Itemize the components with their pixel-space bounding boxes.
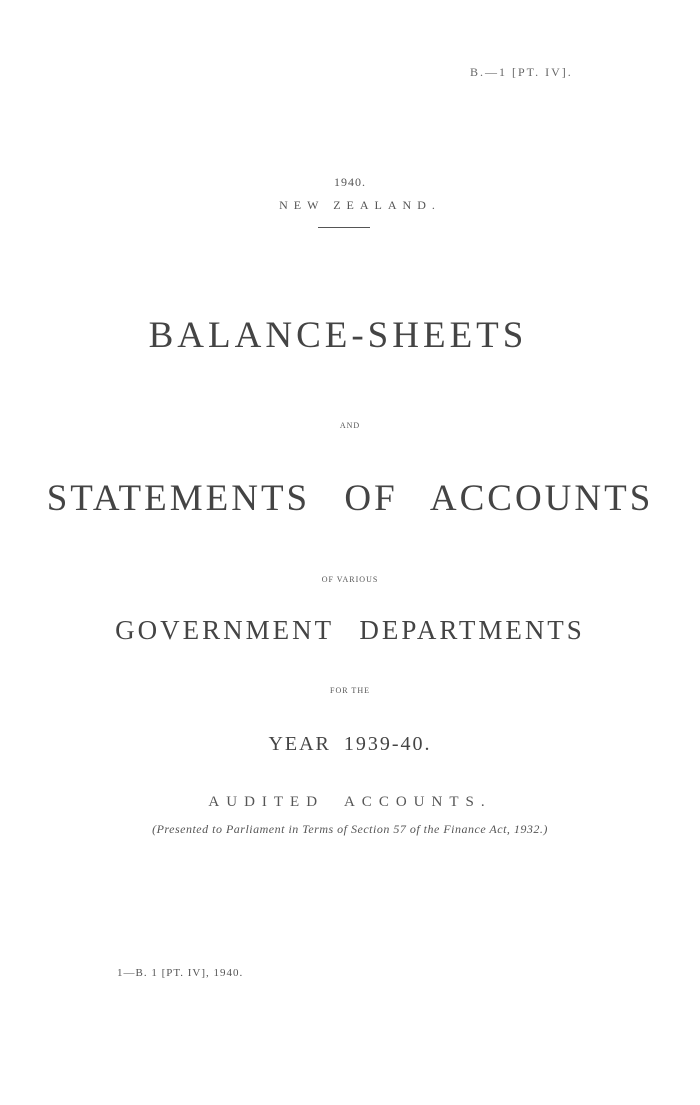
title-line-balance-sheets: BALANCE-SHEETS xyxy=(148,315,528,356)
title-line-year: YEAR 1939-40. xyxy=(268,733,432,755)
title-line-statements: STATEMENTS OF ACCOUNTS xyxy=(46,478,654,519)
title-connector-for-the: FOR THE xyxy=(330,686,370,695)
presented-note: (Presented to Parliament in Terms of Section 57 of the Finance Act, 1932.) xyxy=(152,822,548,836)
title-connector-of-various: OF VARIOUS xyxy=(321,575,379,584)
header-reference: B.—1 [PT. IV]. xyxy=(470,65,573,79)
title-connector-and: AND xyxy=(339,421,361,430)
country-name: NEW ZEALAND. xyxy=(279,198,441,212)
publication-year: 1940. xyxy=(334,175,366,189)
divider-rule xyxy=(318,227,370,228)
title-line-departments: GOVERNMENT DEPARTMENTS xyxy=(115,615,585,645)
audited-accounts-heading: AUDITED ACCOUNTS. xyxy=(208,794,492,810)
footer-reference: 1—B. 1 [PT. IV], 1940. xyxy=(117,967,244,979)
